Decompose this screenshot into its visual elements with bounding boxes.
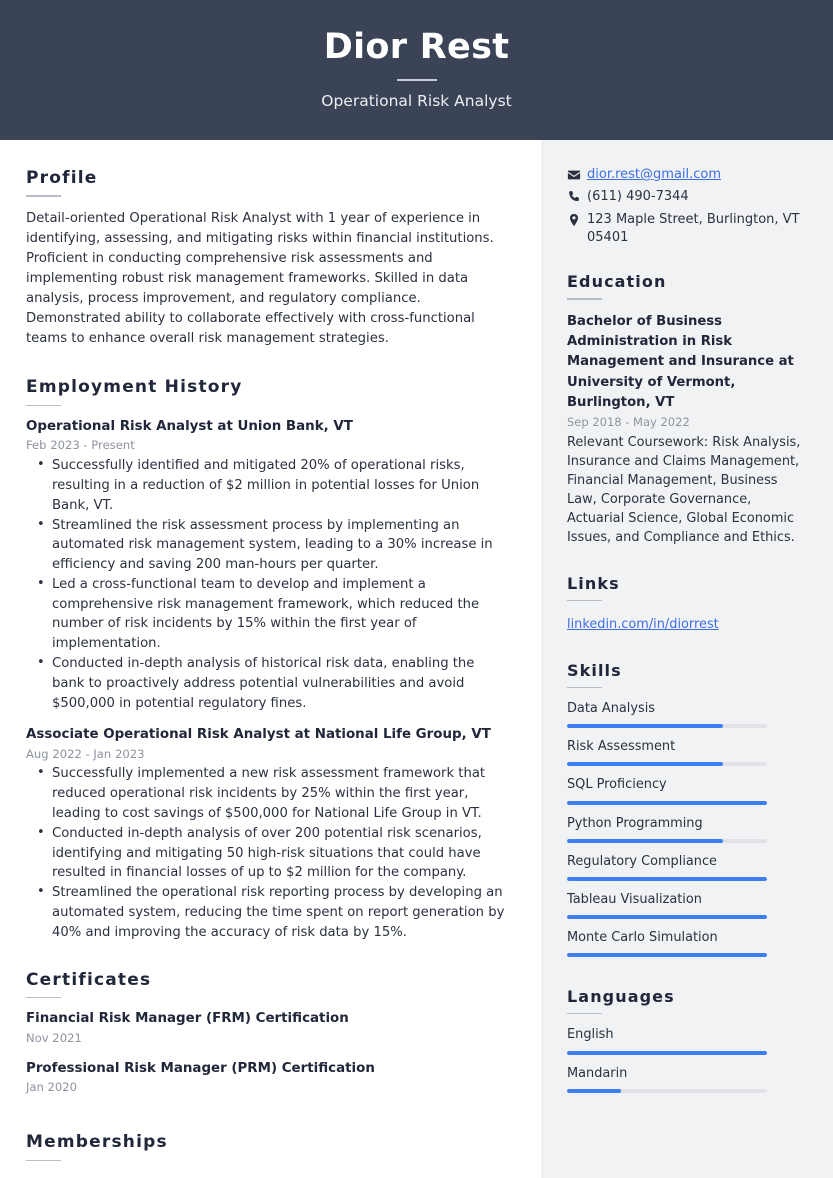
certificate-date: Nov 2021 (26, 1030, 82, 1045)
skills-heading: Skills (567, 660, 622, 680)
skill-bar-track (567, 801, 767, 805)
spacer (567, 641, 803, 661)
header-divider (397, 79, 437, 81)
section-links (567, 574, 803, 635)
link-linkedin[interactable]: linkedin.com/in/diorrest (567, 617, 719, 633)
memberships-heading: Memberships (26, 1132, 168, 1153)
employment-entry (26, 418, 507, 713)
envelope-icon (567, 166, 587, 182)
education-description: Relevant Coursework: Risk Analysis, Insurance and Claims Management, Financial Management, Business Law, Corporate Governance, Actuarial Science, Global Economic Issues, and Compliance and Ethics. (567, 435, 801, 546)
skill-bar-track (567, 724, 767, 728)
list-item: • Successfully identified and mitigated 20% of operational risks, resulting in a reduction of $2 million in potential losses for Union Bank, VT. (50, 456, 507, 515)
skill-item (567, 853, 803, 881)
profile-text: Detail-oriented Operational Risk Analyst with 1 year of experience in identifying, assessing, and mitigating risks within financial institutions. Proficient in conducting comprehensive risk assessments and implementing robust risk management frameworks. Skilled in data analysis, process improvement, and regulatory compliance. Demonstrated ability to collaborate effectively with cross-functional teams to enhance overall risk management strategies. (26, 210, 494, 347)
spacer (567, 967, 803, 987)
skill-item (567, 891, 803, 919)
section-profile (26, 168, 507, 349)
language-item (567, 1026, 803, 1054)
section-employment-history (26, 377, 507, 942)
language-bar-fill (567, 1051, 767, 1055)
main-column (0, 140, 541, 1178)
employment-job-date: Aug 2022 - Jan 2023 (26, 746, 145, 761)
links-heading-rule (567, 600, 602, 602)
candidate-job-title: Operational Risk Analyst (321, 92, 512, 111)
languages-heading-rule (567, 1013, 602, 1015)
resume-body (0, 140, 833, 1178)
skill-label: SQL Proficiency (567, 777, 667, 793)
list-item: • Conducted in-depth analysis of historical risk data, enabling the bank to proactively address potential vulnerabilities and avoid $500,000 in potential regulatory fines. (50, 654, 507, 713)
certificates-heading: Certificates (26, 969, 152, 990)
list-item: • Streamlined the operational risk reporting process by developing an automated system, reducing the time spent on report generation by 40% and improving the accuracy of risk data by 15%. (50, 883, 507, 942)
profile-heading-rule (26, 195, 61, 197)
skill-item (567, 738, 803, 766)
skill-item (567, 776, 803, 804)
skill-label: Regulatory Compliance (567, 853, 717, 869)
section-education (567, 272, 803, 548)
map-pin-icon (567, 211, 587, 227)
employment-entry (26, 726, 507, 942)
skill-item (567, 700, 803, 728)
certificate-title: Financial Risk Manager (FRM) Certification (26, 1011, 349, 1027)
section-memberships (26, 1132, 507, 1161)
contact-row-address (567, 211, 803, 248)
skill-label: Tableau Visualization (567, 891, 702, 907)
memberships-heading-rule (26, 1160, 61, 1162)
links-heading: Links (567, 573, 620, 593)
skill-label: Monte Carlo Simulation (567, 929, 718, 945)
education-heading-rule (567, 298, 602, 300)
skill-bar-fill (567, 953, 767, 957)
list-item: • Led a cross-functional team to develop and implement a comprehensive risk management framework, which reduced the number of risk incidents by 15% within the first year of implementation. (50, 575, 507, 654)
spacer (26, 956, 507, 970)
skills-heading-rule (567, 687, 602, 689)
spacer (26, 355, 507, 377)
education-date: Sep 2018 - May 2022 (567, 414, 690, 429)
certificate-date: Jan 2020 (26, 1080, 78, 1095)
language-bar-track (567, 1051, 767, 1055)
language-label: Mandarin (567, 1065, 628, 1081)
spacer (567, 554, 803, 574)
skill-bar-fill (567, 839, 723, 843)
certificate-title: Professional Risk Manager (PRM) Certification (26, 1061, 375, 1077)
employment-job-title: Operational Risk Analyst at Union Bank, VT (26, 419, 353, 435)
contact-phone-text: (611) 490-7344 (587, 189, 689, 205)
skill-label: Python Programming (567, 815, 703, 831)
list-item: • Successfully implemented a new risk assessment framework that reduced operational risk incidents by 25% within the first year, leading to cost savings of $500,000 for National Life Group in VT. (50, 764, 507, 823)
certificate-entry (26, 1060, 507, 1096)
section-skills (567, 661, 803, 957)
skill-bar-fill (567, 801, 767, 805)
contact-email-text[interactable]: dior.rest@gmail.com (587, 167, 722, 182)
skill-item (567, 815, 803, 843)
contact-row-phone (567, 188, 803, 206)
list-item: • Streamlined the risk assessment process by implementing an automated risk management system, leading to a 30% increase in efficiency and saving 200 man-hours per quarter. (50, 516, 507, 575)
language-bar-fill (567, 1089, 621, 1093)
profile-heading: Profile (26, 168, 98, 188)
skill-bar-track (567, 915, 767, 919)
skill-bar-fill (567, 724, 723, 728)
skill-label: Risk Assessment (567, 739, 676, 755)
list-item: • Conducted in-depth analysis of over 200 potential risk scenarios, identifying and mitigating 50 high-risk situations that could have resulted in financial losses of up to $2 million for the company. (50, 824, 507, 883)
skill-bar-track (567, 877, 767, 881)
skill-bar-track (567, 762, 767, 766)
language-bar-track (567, 1089, 767, 1093)
skill-bar-fill (567, 915, 767, 919)
employment-bullet-list (26, 764, 507, 942)
certificates-heading-rule (26, 997, 61, 999)
contact-list (567, 166, 803, 248)
languages-heading: Languages (567, 986, 675, 1006)
employment-job-date: Feb 2023 - Present (26, 438, 135, 453)
employment-bullet-list (26, 456, 507, 713)
employment-heading-rule (26, 405, 61, 407)
candidate-name: Dior Rest (323, 27, 510, 68)
language-item (567, 1065, 803, 1093)
contact-row-email[interactable] (567, 166, 803, 184)
skill-bar-track (567, 839, 767, 843)
skill-bar-fill (567, 877, 767, 881)
phone-icon (567, 188, 587, 204)
skill-item (567, 929, 803, 957)
certificate-entry (26, 1010, 507, 1046)
spacer (26, 1110, 507, 1132)
skill-bar-track (567, 953, 767, 957)
skill-label: Data Analysis (567, 701, 655, 717)
employment-heading: Employment History (26, 377, 243, 398)
resume-header (0, 0, 833, 140)
section-certificates (26, 970, 507, 1097)
section-languages (567, 987, 803, 1093)
sidebar-column (541, 140, 833, 1178)
language-label: English (567, 1027, 614, 1043)
education-degree: Bachelor of Business Administration in Risk Management and Insurance at University of Vermont, Burlington, VT (567, 313, 794, 411)
skill-bar-fill (567, 762, 723, 766)
contact-address-text: 123 Maple Street, Burlington, VT 05401 (587, 211, 800, 246)
employment-job-title: Associate Operational Risk Analyst at National Life Group, VT (26, 727, 491, 743)
education-heading: Education (567, 271, 667, 291)
